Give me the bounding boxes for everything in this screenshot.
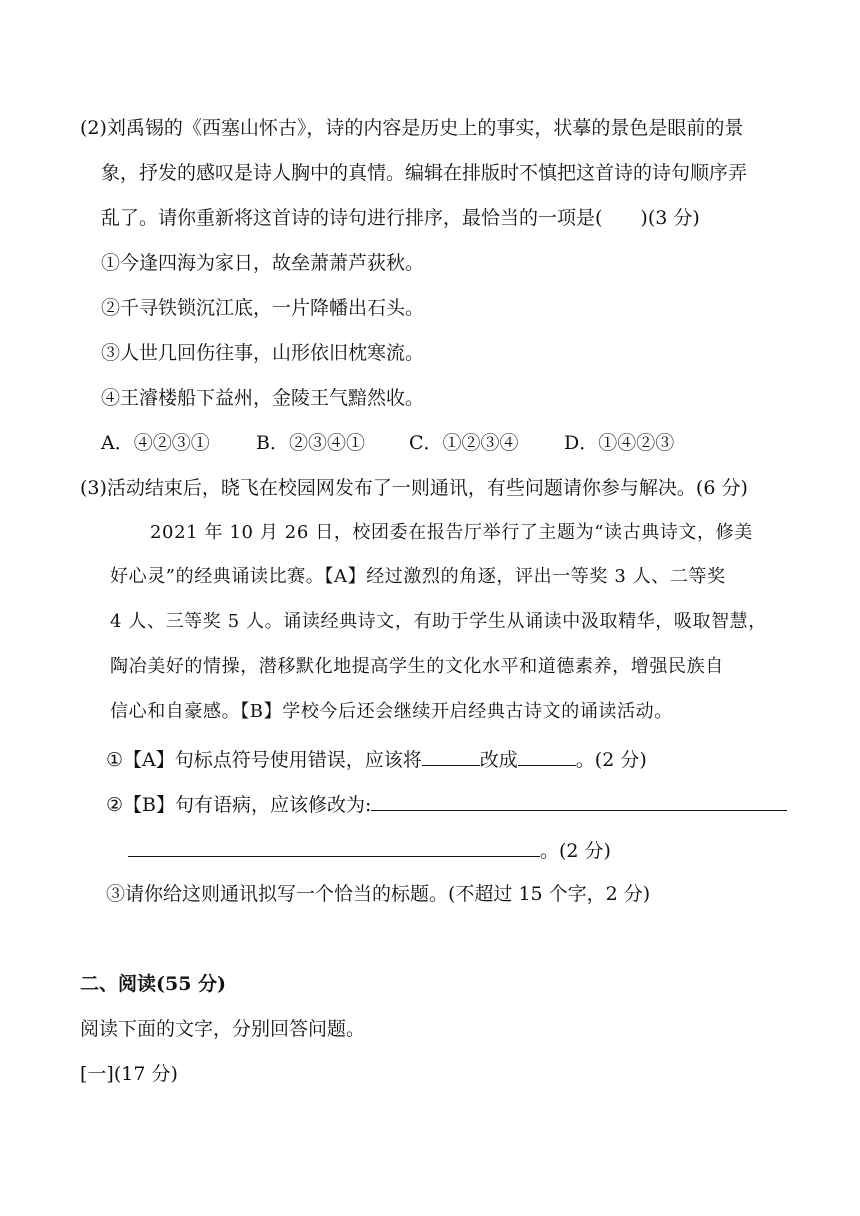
answer-blank-1[interactable] <box>422 745 480 766</box>
q3-sub1-score: 。(2 分) <box>575 749 647 771</box>
option-d: D．①④②③ <box>564 432 675 454</box>
q3-passage-line-4: 陶冶美好的情操，潜移默化地提高学生的文化水平和道德素养，增强民族自 <box>110 656 724 677</box>
section-instruction: 阅读下面的文字，分别回答问题。 <box>80 1018 366 1040</box>
q2-stem-line-2: 象，抒发的感叹是诗人胸中的真情。编辑在排版时不慎把这首诗的诗句顺序弄 <box>101 162 748 184</box>
q3-sub1-text: ①【A】句标点符号使用错误，应该将 <box>106 749 422 771</box>
q2-verse-4: ④王濬楼船下益州，金陵王气黯然收。 <box>101 387 425 409</box>
q2-verse-1: ①今逢四海为家日，故垒萧萧芦荻秋。 <box>101 252 425 274</box>
q3-intro: (3)活动结束后，晓飞在校园网发布了一则通讯，有些问题请你参与解决。(6 分) <box>80 477 748 499</box>
q2-verse-3: ③人世几回伤往事，山形依旧枕寒流。 <box>101 342 425 364</box>
q3-passage-line-1: 2021 年 10 月 26 日，校团委在报告厅举行了主题为“读古典诗文，修美 <box>150 522 753 543</box>
q3-sub1 <box>106 745 647 773</box>
q3-passage-line-2: 好心灵”的经典诵读比赛。【A】经过激烈的角逐，评出一等奖 3 人、二等奖 <box>110 566 726 587</box>
q2-verse-2: ②千寻铁锁沉江底，一片降幡出石头。 <box>101 297 425 319</box>
answer-line-1[interactable] <box>371 790 787 811</box>
option-b: B．②③④① <box>256 432 365 454</box>
option-c: C．①②③④ <box>409 432 519 454</box>
option-a: A．④②③① <box>101 432 210 454</box>
q2-stem-line-3: 乱了。请你重新将这首诗的诗句进行排序，最恰当的一项是( )(3 分) <box>101 207 700 229</box>
q3-sub2-text: ②【B】句有语病，应该修改为: <box>106 794 372 816</box>
q2-stem-line-1: (2)刘禹锡的《西塞山怀古》，诗的内容是历史上的事实，状摹的景色是眼前的景 <box>80 117 744 139</box>
part-label: [一](17 分) <box>80 1063 178 1085</box>
q3-sub1-mid: 改成 <box>479 749 518 771</box>
q3-passage-line-3: 4 人、三等奖 5 人。诵读经典诗文，有助于学生从诵读中汲取精华，吸取智慧， <box>110 611 767 632</box>
answer-line-2[interactable] <box>128 836 540 857</box>
answer-blank-2[interactable] <box>518 745 576 766</box>
q3-passage-line-5: 信心和自豪感。【B】学校今后还会继续开启经典古诗文的诵读活动。 <box>110 701 673 722</box>
section-heading: 二、阅读(55 分) <box>80 973 227 995</box>
q3-sub2 <box>106 790 787 818</box>
q3-sub3: ③请你给这则通讯拟写一个恰当的标题。(不超过 15 个字，2 分) <box>106 883 651 905</box>
q3-sub2-score: 。(2 分) <box>540 840 611 862</box>
q3-sub2-continuation <box>128 836 611 864</box>
